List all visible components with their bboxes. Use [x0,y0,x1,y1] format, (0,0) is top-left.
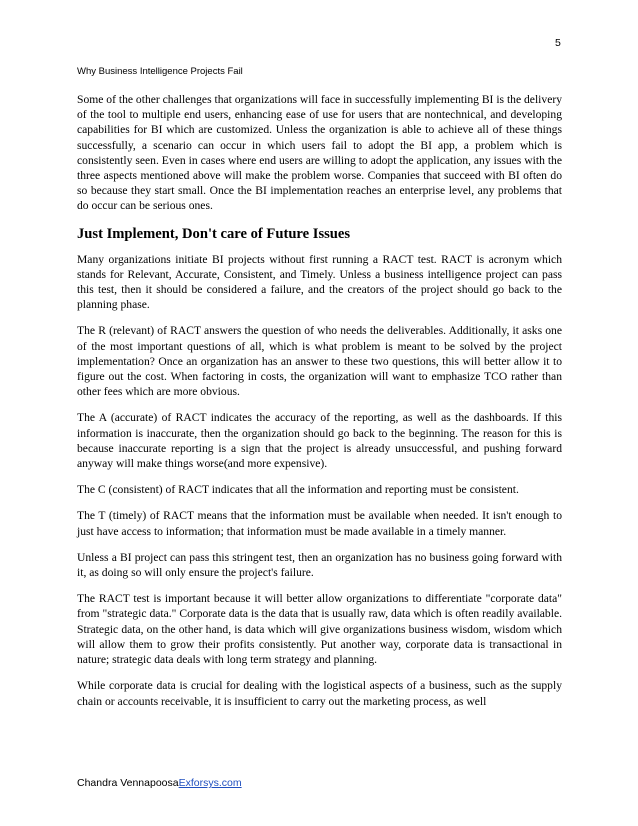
paragraph: Many organizations initiate BI projects without first running a RACT test. RACT is acronym which stands for Relevant, Accurate, Consistent, and Timely. Unless a business intelligence project can pass this test, then it should be considered a failure, and the creators of the project should go back to the planning phase. [77,252,562,312]
paragraph: The C (consistent) of RACT indicates that all the information and reporting must be consistent. [77,483,519,497]
footer [77,777,242,789]
document-body [77,92,562,720]
section-heading: Just Implement, Don't care of Future Issues [77,225,351,242]
intro-paragraph: Some of the other challenges that organizations will face in successfully implementing BI is the delivery of the tool to multiple end users, enhancing ease of use for users that are nontechnical, and developing capabilities for BI which are customized. Unless the organization is able to achieve all of these things successfully, a scenario can occur in which users fail to adopt the BI app, a problem which is consistently seen. Even in cases where end users are willing to adopt the application, any issues with the three aspects mentioned above will make the problem worse. Companies that succeed with BI often do so because they start small. Once the BI implementation reaches an enterprise level, any problems that do occur can be serious ones. [77,93,562,213]
paragraph: While corporate data is crucial for dealing with the logistical aspects of a business, such as the supply chain or accounts receivable, it is insufficient to carry out the marketing process, as well [77,679,562,708]
paragraph: The RACT test is important because it will better allow organizations to differentiate "corporate data" from "strategic data." Corporate data is the data that is usually raw, data which is often readily available. Strategic data, on the other hand, is data which will give organizations business wisdom, wisdom which will allow them to grow their profits consistently. Put another way, corporate data is transactional in nature; strategic data deals with long term strategy and planning. [77,592,562,667]
paragraph: Unless a BI project can pass this stringent test, then an organization has no business going forward with it, as doing so will only ensure the project's failure. [77,550,562,580]
page-number: 5 [555,37,561,49]
footer-author: Chandra Vennapoosa [77,777,179,789]
running-header: Why Business Intelligence Projects Fail [77,66,243,77]
footer-link[interactable]: Exforsys.com [178,777,242,789]
paragraph: The R (relevant) of RACT answers the question of who needs the deliverables. Additionally, it asks one of the most important questions of all, which is what problem is meant to be solved by the project implementation? Once an organization has an answer to these two questions, this will better allow it to figure out the cost. When factoring in costs, the organization will want to emphasize TCO rather than other fees which are more obvious. [77,324,562,399]
paragraph: The A (accurate) of RACT indicates the accuracy of the reporting, as well as the dashboards. If this information is inaccurate, then the organization should go back to the beginning. The reason for this is because inaccurate reporting is a sign that the project is already unsuccessful, and pushing forward anyway will make things worse(and more expensive). [77,411,562,471]
paragraph: The T (timely) of RACT means that the information must be available when needed. It isn't enough to just have access to information; that information must be made available in a timely manner. [77,509,562,538]
